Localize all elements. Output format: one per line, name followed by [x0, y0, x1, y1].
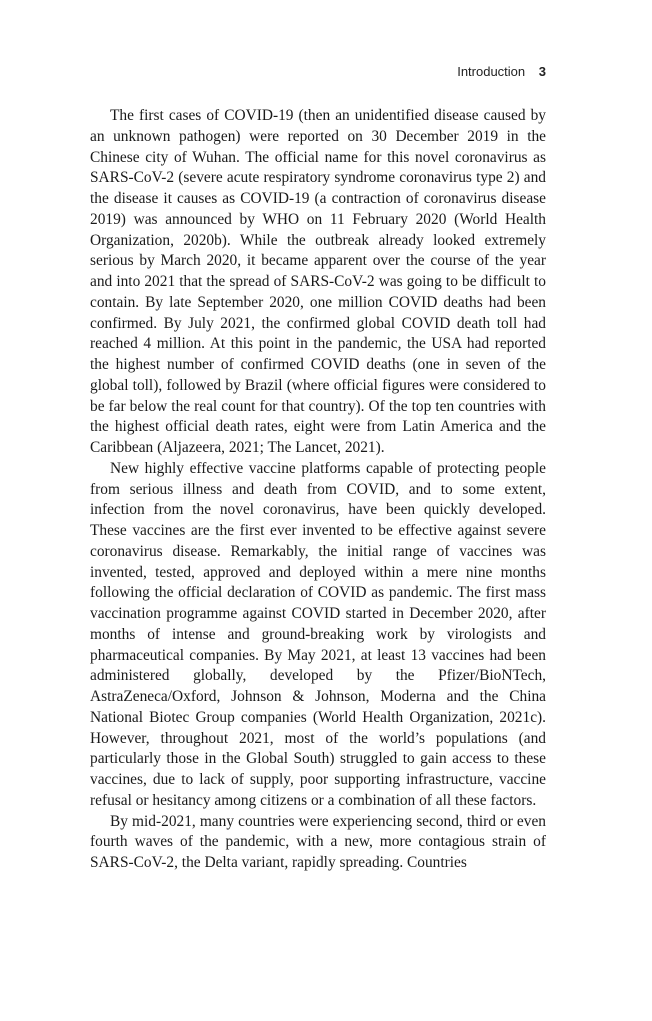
- paragraph-vaccines: New highly effective vaccine platforms capable of protecting people from serious illness and death from COVID, and to some extent, infection from the novel coronavirus, have been quickly developed. These vaccines are the first ever invented to be effective against severe coronavirus disease. Remarkably, the initial range of vaccines was invented, tested, approved and deployed within a mere nine months following the official declaration of COVID as pandemic. The first mass vaccination programme against COVID started in December 2020, after months of intense and ground-breaking work by virologists and pharmaceutical companies. By May 2021, at least 13 vaccines had been administered globally, developed by the Pfizer/BioNTech, AstraZeneca/Oxford, Johnson & Johnson, Moderna and the China National Biotec Group companies (World Health Organization, 2021c). However, throughout 2021, most of the world’s populations (and particularly those in the Global South) struggled to gain access to these vaccines, due to lack of supply, poor supporting infrastructure, vaccine refusal or hesitancy among citizens or a combination of all these factors.: [90, 459, 546, 809]
- running-head: [457, 64, 546, 79]
- paragraph-delta-variant: By mid-2021, many countries were experiencing second, third or even fourth waves of the pandemic, with a new, more contagious strain of SARS-CoV-2, the Delta variant, rapidly spreading. Countries: [90, 812, 546, 871]
- body-text: [90, 106, 546, 874]
- paragraph-covid-origins: The first cases of COVID-19 (then an unidentified disease caused by an unknown pathogen) were reported on 30 December 2019 in the Chinese city of Wuhan. The official name for this novel coronavirus as SARS-CoV-2 (severe acute respiratory syndrome coronavirus type 2) and the disease it causes as COVID-19 (a contraction of coronavirus disease 2019) was announced by WHO on 11 February 2020 (World Health Organization, 2020b). While the outbreak already looked extremely serious by March 2020, it became apparent over the course of the year and into 2021 that the spread of SARS-CoV-2 was going to be difficult to contain. By late September 2020, one million COVID deaths had been confirmed. By July 2021, the confirmed global COVID death toll had reached 4 million. At this point in the pandemic, the USA had reported the highest number of confirmed COVID deaths (one in seven of the global toll), followed by Brazil (where official figures were considered to be far below the real count for that country). Of the top ten countries with the highest official death rates, eight were from Latin America and the Caribbean (Aljazeera, 2021; The Lancet, 2021).: [90, 107, 546, 456]
- page-number: 3: [538, 64, 546, 79]
- section-title: Introduction: [457, 64, 526, 79]
